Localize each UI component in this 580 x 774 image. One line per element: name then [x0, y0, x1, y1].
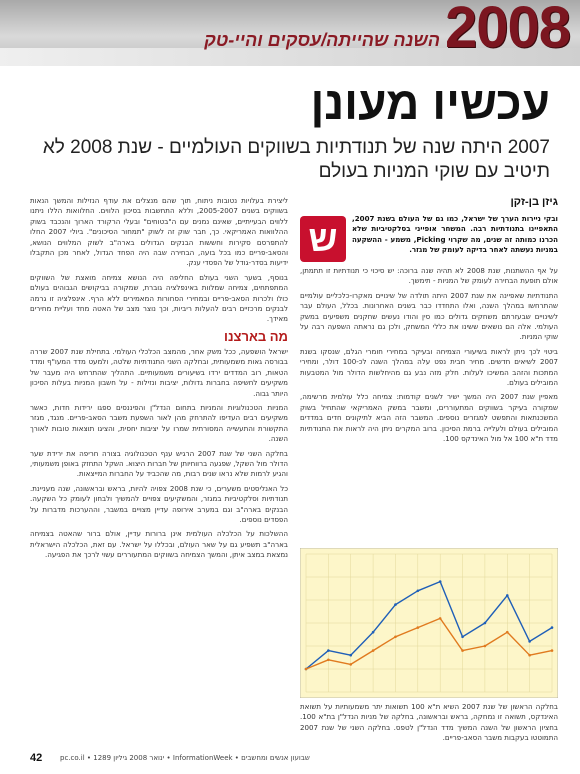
publication-logo-icon: ש — [300, 216, 346, 262]
chart-point — [506, 594, 509, 597]
chart-point — [528, 654, 531, 657]
chart-point — [305, 668, 308, 671]
paragraph: התנודתיות שאפיינה את שנת 2007 היתה תולדה של שינויים מאקרו-כלכליים עולמיים שהתרחשו במהלך השנה, ואלו התחדדו כבר בשנים האחרונות. בכלל, העולם עבר לשינויים שבעזרתם משחקים גדולים כמו סין והודו נעשים שחקנים משפיעים במשק העולמי. אלה הם נושאים ששינו את כללי המשחק, ולכן גם נראתה השפעה רבה על שוקי המניות. — [300, 290, 558, 342]
chart-point — [551, 626, 554, 629]
paragraph: בנוסף, בשער השני בעולם החליפה היה הנושא צמיחה מואצת של השווקים המתפתחים, צמיחה שמלוות באינפלציה גוברת, שמקורה בביקושים הגבוהים בעולם כולו ולכרות הסאב-פריים ובמחירי הסחורות המאמירים ללא הרף. אינפלציה זו גרמה לבנקים מרכזיים רבים להעלות ריביות, וכך נוצר מצב של האטה מחד ועליית מחירים מאידך. — [30, 272, 288, 324]
chart-point — [528, 640, 531, 643]
paragraph: על אף ההשתנות, שנת 2008 לא תהיה שנה ברוכה: יש סיכוי כי תנודתיות זו תתמתן, אולם תופעת הבחירה לעומק של המניות - תימשך. — [300, 266, 558, 286]
paragraph: ביטוי לכך ניתן לראות בשיעורי הצמיחה ובעיקר במחירי חומרי הגלם, שנסקו בשנת 2007 לשיאים חדשים. מחיר חבית נפט עלה במהלך השנה לכ-100 דולר, ומחירי המתכות והזהב המשיכו לעלות. חלק מזה נבע גם מהיחלשות הדולר מול המטבעות המובילים בעולם. — [300, 346, 558, 388]
chart-point — [327, 649, 330, 652]
article-column-right — [300, 196, 558, 546]
article-lead: ובקי ניירות הערך של ישראל, כמו גם של העולם בשנת 2007, התאפיינו בתנודתיות רבה. המשחר אופייני בסלקטיביות שלא הכרנו כמותה זה שנים, מה שקרוי Picking, משמע - ההשקעה במניות נעשתה לאחר בדיקה לעומק של מגזר. — [352, 214, 558, 255]
lead-block — [300, 214, 558, 266]
chart-caption: בחלקה הראשון של שנת 2007 השיא ת"א 100 תשואות יתר משמעותיות על תשואת האינדקס, תשואה זו נמחקה, בראש ובראשונה, בחלקה של מניות הנדל"ן בת"א 100. בחציון הראשון של השנה המשיך מדד הנדל"ן לטפס. בחלקה השני של שנת 2007 התמוטטו בעקבות משבר הסאב-פריים. — [300, 702, 558, 743]
paragraph: ההשלכות על הכלכלה העולמית אינן ברורות עדיין, אולם ברור שהאטה בצמיחה בארה"ב תשפיע גם על שאר העולם, ובכללו על ישראל. עם זאת, הכלכלה הישראלית נמצאת במצב איתן, והמשך הצמיחה בשווקים המתעוררים עשוי לרכך את הפגיעה. — [30, 529, 288, 560]
chart-point — [551, 649, 554, 652]
footer-meta: pc.co.il • ינואר 2008 גיליון 1289 • InformationWeek • שבועון אנשים ומחשבים — [60, 754, 310, 762]
chart-point — [484, 645, 487, 648]
paragraph: ישראל הושפעה, ככל משק אחר, מהמצב הכלכלי העולמי. בתחילת שנת 2007 שררה בבורסה גאות משמעותית, ובחלקה השני התנודתיות שלטה, ולמעט מדד המעו"ף ומדד הטאות, רוב המדדים ירדו בשיעורים משמעותיים. התהליך שהתרחש היה מעבר של משקיעים לחשיפה בחברות גדולות, יציבות ונזילות - על חשבון המניות בעלות הסיכון היותר גבוה. — [30, 346, 288, 398]
chart-point — [461, 649, 464, 652]
page-footer — [30, 752, 558, 766]
chart-point — [349, 654, 352, 657]
chart-point — [439, 580, 442, 583]
paragraph: ליצירת בעלויות נטובות ניתוח, תוך שהם מנצלים את עודף הנזילות והמשך הנאות בשווקים בשנים 2005-2007, וללא התחשבות בסיכון הלווים. החלוואות הללו ניתנו ללווים הבעייתיים, שאינם נמנים עם ה"בטוחים" ובעלי הרקורד הארוך והנכבד בשוק ההלוואות האמריקאי. כך, חבר שוק זה לשוק "תמחור הסיכונים". ביולי 2007 החלו להתפרסם סקירות וחששות הבנקים הגדולים בארה"ב לשוק המלווים הנושא, והסאב-פריים כמו בכל בועה, הבחירה שבה היה הפחד הגדול, לאחר מכן התקבלו ידיעות בסדר-גודל של הפסדי ענק. — [30, 196, 288, 268]
chart-point — [372, 631, 375, 634]
chart-point — [461, 636, 464, 639]
chart-point — [439, 617, 442, 620]
chart-point — [327, 659, 330, 662]
chart-point — [417, 626, 420, 629]
paragraph: כל האנליסטים משערים, כי שנת 2008 צפויה להיות, בראש ובראשונה, שנה מעניינת. תנודתיות וסלקטיביות במגזר, והמשקיעים צפויים להמשיך ולבחון לעומק כל השקעה. הבנקים בארה"ב וגם במערב אירופה עדיין מצויים במשבר, וההערכות מדברות על הפסדים נוספים. — [30, 483, 288, 524]
banner-year: 2008 — [444, 0, 570, 60]
index-chart — [300, 548, 558, 698]
section-heading: מה בארצנו — [224, 328, 288, 344]
chart-svg — [300, 548, 558, 698]
paragraph: בחלקה השני של שנת 2007 הרגיש ענף הטכנולוגיה בצורה חריפה את ירידת שער הדולר מול השקל, שפגעה ברווחיותן של חברות היצוא. השקל התחזק באופן משמעותי, והגיע לרמות שלא נראו שנים רבות, מה שהכביד על החברות המייצאות. — [30, 448, 288, 479]
banner-tagline: השנה שהייתה/עסקים והיי-טק — [204, 30, 440, 50]
chart-point — [484, 622, 487, 625]
header-banner — [0, 0, 580, 66]
chart-point — [394, 603, 397, 606]
chart-point — [417, 590, 420, 593]
page-number: 42 — [30, 752, 43, 764]
article-byline: גיזן בן-זקן — [510, 196, 558, 208]
chart-point — [372, 649, 375, 652]
article-headline: עכשיו מעונן — [310, 77, 550, 129]
article-subhead: 2007 היתה שנה של תנודתיות בשווקים העולמיים - שנת 2008 לא תיטיב עם שוקי המניות בעולם — [42, 137, 550, 182]
chart-point — [394, 636, 397, 639]
paragraph: המניות הטכנולוגיות והמניות בתחום הנדל"ן והפיננסים ספגו ירידות חדות, כאשר משקיעים רבים העדיפו להתרחק מהן לאור השפעת משבר הסאב-פריים. מנגד, מגזר התקשורת והתעשייה המסורתית שמרו על יציבות יחסית, והציגו תוצאות טובות לאורך השנה. — [30, 402, 288, 444]
chart-point — [506, 631, 509, 634]
article-column-left — [30, 196, 288, 744]
chart-point — [349, 663, 352, 666]
paragraph: מאפיין שנת 2007 היה המשך ישיר לשנים קודמות: צמיחה כלל עולמית מרשימה, שמקורה בעיקר בשווקים המתעוררים, ומשבר במשק האמריקאי שהתחיל בשוק המשכנתאות והתפשט למגזרים נוספים. המשבר הזה הביא לתיקונים חדים במדדים המובילים בעולם ולעלייה ברמת הסיכון. ברוב המקרים ניתן היה לראות את התנודתיות מדד ת"א 100 אל מול האינדקס 100. — [300, 392, 558, 444]
